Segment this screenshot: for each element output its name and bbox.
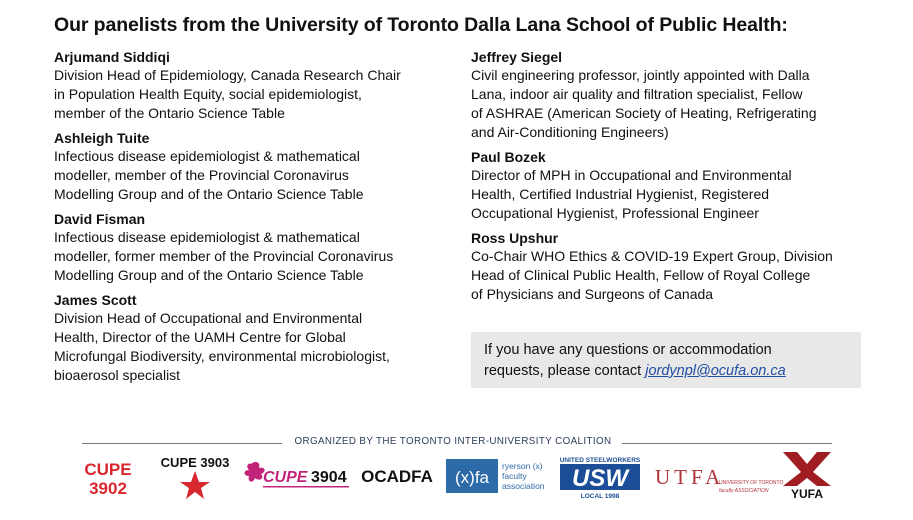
cupe-3904-text: CUPE (263, 469, 308, 486)
usw-logo (557, 455, 643, 499)
panelist-desc-line: Division Head of Epidemiology, Canada Research Chair (54, 67, 401, 83)
panelist-name: James Scott (54, 292, 137, 308)
contact-line (484, 361, 861, 382)
usw-bottom-text: LOCAL 1998 (580, 493, 620, 500)
panelist-desc-line: Division Head of Occupational and Environmental (54, 310, 363, 326)
star-icon (180, 471, 210, 499)
panelist-desc-line: Lana, indoor air quality and filtration specialist, Fellow (471, 86, 803, 102)
panelist (471, 229, 871, 304)
panelist-desc-line: Occupational Hygienist, Professional Engineer (471, 205, 759, 221)
usw-top-text: UNITED STEELWORKERS (559, 457, 641, 464)
contact-line: If you have any questions or accommodation (484, 342, 772, 358)
xfa-line3: association (502, 481, 545, 491)
panelist-name: Ross Upshur (471, 230, 559, 246)
cupe-3903-text: CUPE 3903 (160, 455, 230, 470)
contact-prefix: requests, please contact (484, 363, 646, 379)
panelist-desc-line: modeller, member of the Provincial Coronavirus (54, 167, 349, 183)
xfa-line1: ryerson (x) (502, 461, 543, 471)
panelist-desc-line: Health, Certified Industrial Hygienist, Registered (471, 186, 770, 202)
panelist (471, 148, 871, 223)
page-title: Our panelists from the University of Toronto Dalla Lana School of Public Health: (54, 14, 788, 36)
panelist-desc-line: Co-Chair WHO Ethics & COVID-19 Expert Group, Division (471, 248, 833, 264)
panelist-desc-line: Health, Director of the UAMH Centre for Global (54, 329, 346, 345)
panelist-desc-line: member of the Ontario Science Table (54, 105, 285, 121)
panelist-desc-line: of ASHRAE (American Society of Heating, Refrigerating (471, 105, 817, 121)
panelist-desc-line: Head of Clinical Public Health, Fellow of Royal College (471, 267, 811, 283)
panelist-desc-line: Modelling Group and of the Ontario Science Table (54, 267, 364, 283)
panelist (54, 291, 454, 385)
ocadfa-logo (361, 462, 433, 490)
panelist (54, 210, 454, 285)
panelist-name: Jeffrey Siegel (471, 49, 563, 65)
panelist-desc-line: modeller, former member of the Provincial Coronavirus (54, 248, 394, 264)
usw-mark: USW (572, 465, 628, 492)
panelist-desc-line: Civil engineering professor, jointly appointed with Dalla (471, 67, 810, 83)
yufa-mark-icon (783, 452, 831, 486)
xfa-mark: (x)fa (455, 468, 489, 487)
cupe-3902-line1: CUPE (84, 460, 132, 479)
contact-box (471, 332, 861, 388)
left-panelist-column (54, 48, 454, 391)
ryerson-xfa-logo (446, 459, 546, 493)
panelist-name: David Fisman (54, 211, 146, 227)
ocadfa-text: OCADFA (361, 467, 433, 486)
panelist-name: Ashleigh Tuite (54, 130, 150, 146)
yufa-text: YUFA (790, 487, 824, 501)
panelist-desc-line: of Physicians and Surgeons of Canada (471, 286, 714, 302)
cupe-3903-logo (157, 454, 233, 500)
cupe-3902-line2: 3902 (89, 479, 127, 498)
organized-by-text: ORGANIZED BY THE TORONTO INTER-UNIVERSITY COALITION (294, 436, 612, 447)
yufa-logo (779, 450, 835, 500)
divider (263, 486, 349, 488)
panelist (54, 129, 454, 204)
panelist-desc-line: Microfungal Biodiversity, environmental microbiologist, (54, 348, 390, 364)
xfa-line2: faculty (502, 471, 527, 481)
cupe-3904-number: 3904 (311, 469, 347, 486)
cupe-3902-logo (70, 458, 146, 498)
panelist-desc-line: Infectious disease epidemiologist & mathematical (54, 148, 360, 164)
panelist (54, 48, 454, 123)
divider (82, 443, 282, 444)
panelist-name: Arjumand Siddiqi (54, 49, 170, 65)
cupe-3904-logo (241, 458, 353, 494)
utfa-line1: UNIVERSITY OF TORONTO (719, 480, 784, 486)
panelist-name: Paul Bozek (471, 149, 546, 165)
utfa-line2: faculty ASSOCIATION (719, 488, 769, 494)
panelist-desc-line: and Air-Conditioning Engineers) (471, 124, 669, 140)
panelist (471, 48, 871, 142)
divider (622, 443, 832, 444)
panelist-desc-line: bioaerosol specialist (54, 367, 181, 383)
panelist-desc-line: Infectious disease epidemiologist & mathematical (54, 229, 360, 245)
panelist-desc-line: Modelling Group and of the Ontario Science Table (54, 186, 364, 202)
organized-by-banner (82, 436, 832, 450)
contact-email-link[interactable]: jordynpl@ocufa.on.ca (645, 363, 786, 379)
panelist-desc-line: in Population Health Equity, social epidemiologist, (54, 86, 362, 102)
panelist-desc-line: Director of MPH in Occupational and Environmental (471, 167, 792, 183)
utfa-logo (655, 460, 784, 498)
utfa-mark: UTFA (655, 465, 725, 489)
flower-icon (245, 462, 265, 482)
right-panelist-column (471, 48, 871, 310)
